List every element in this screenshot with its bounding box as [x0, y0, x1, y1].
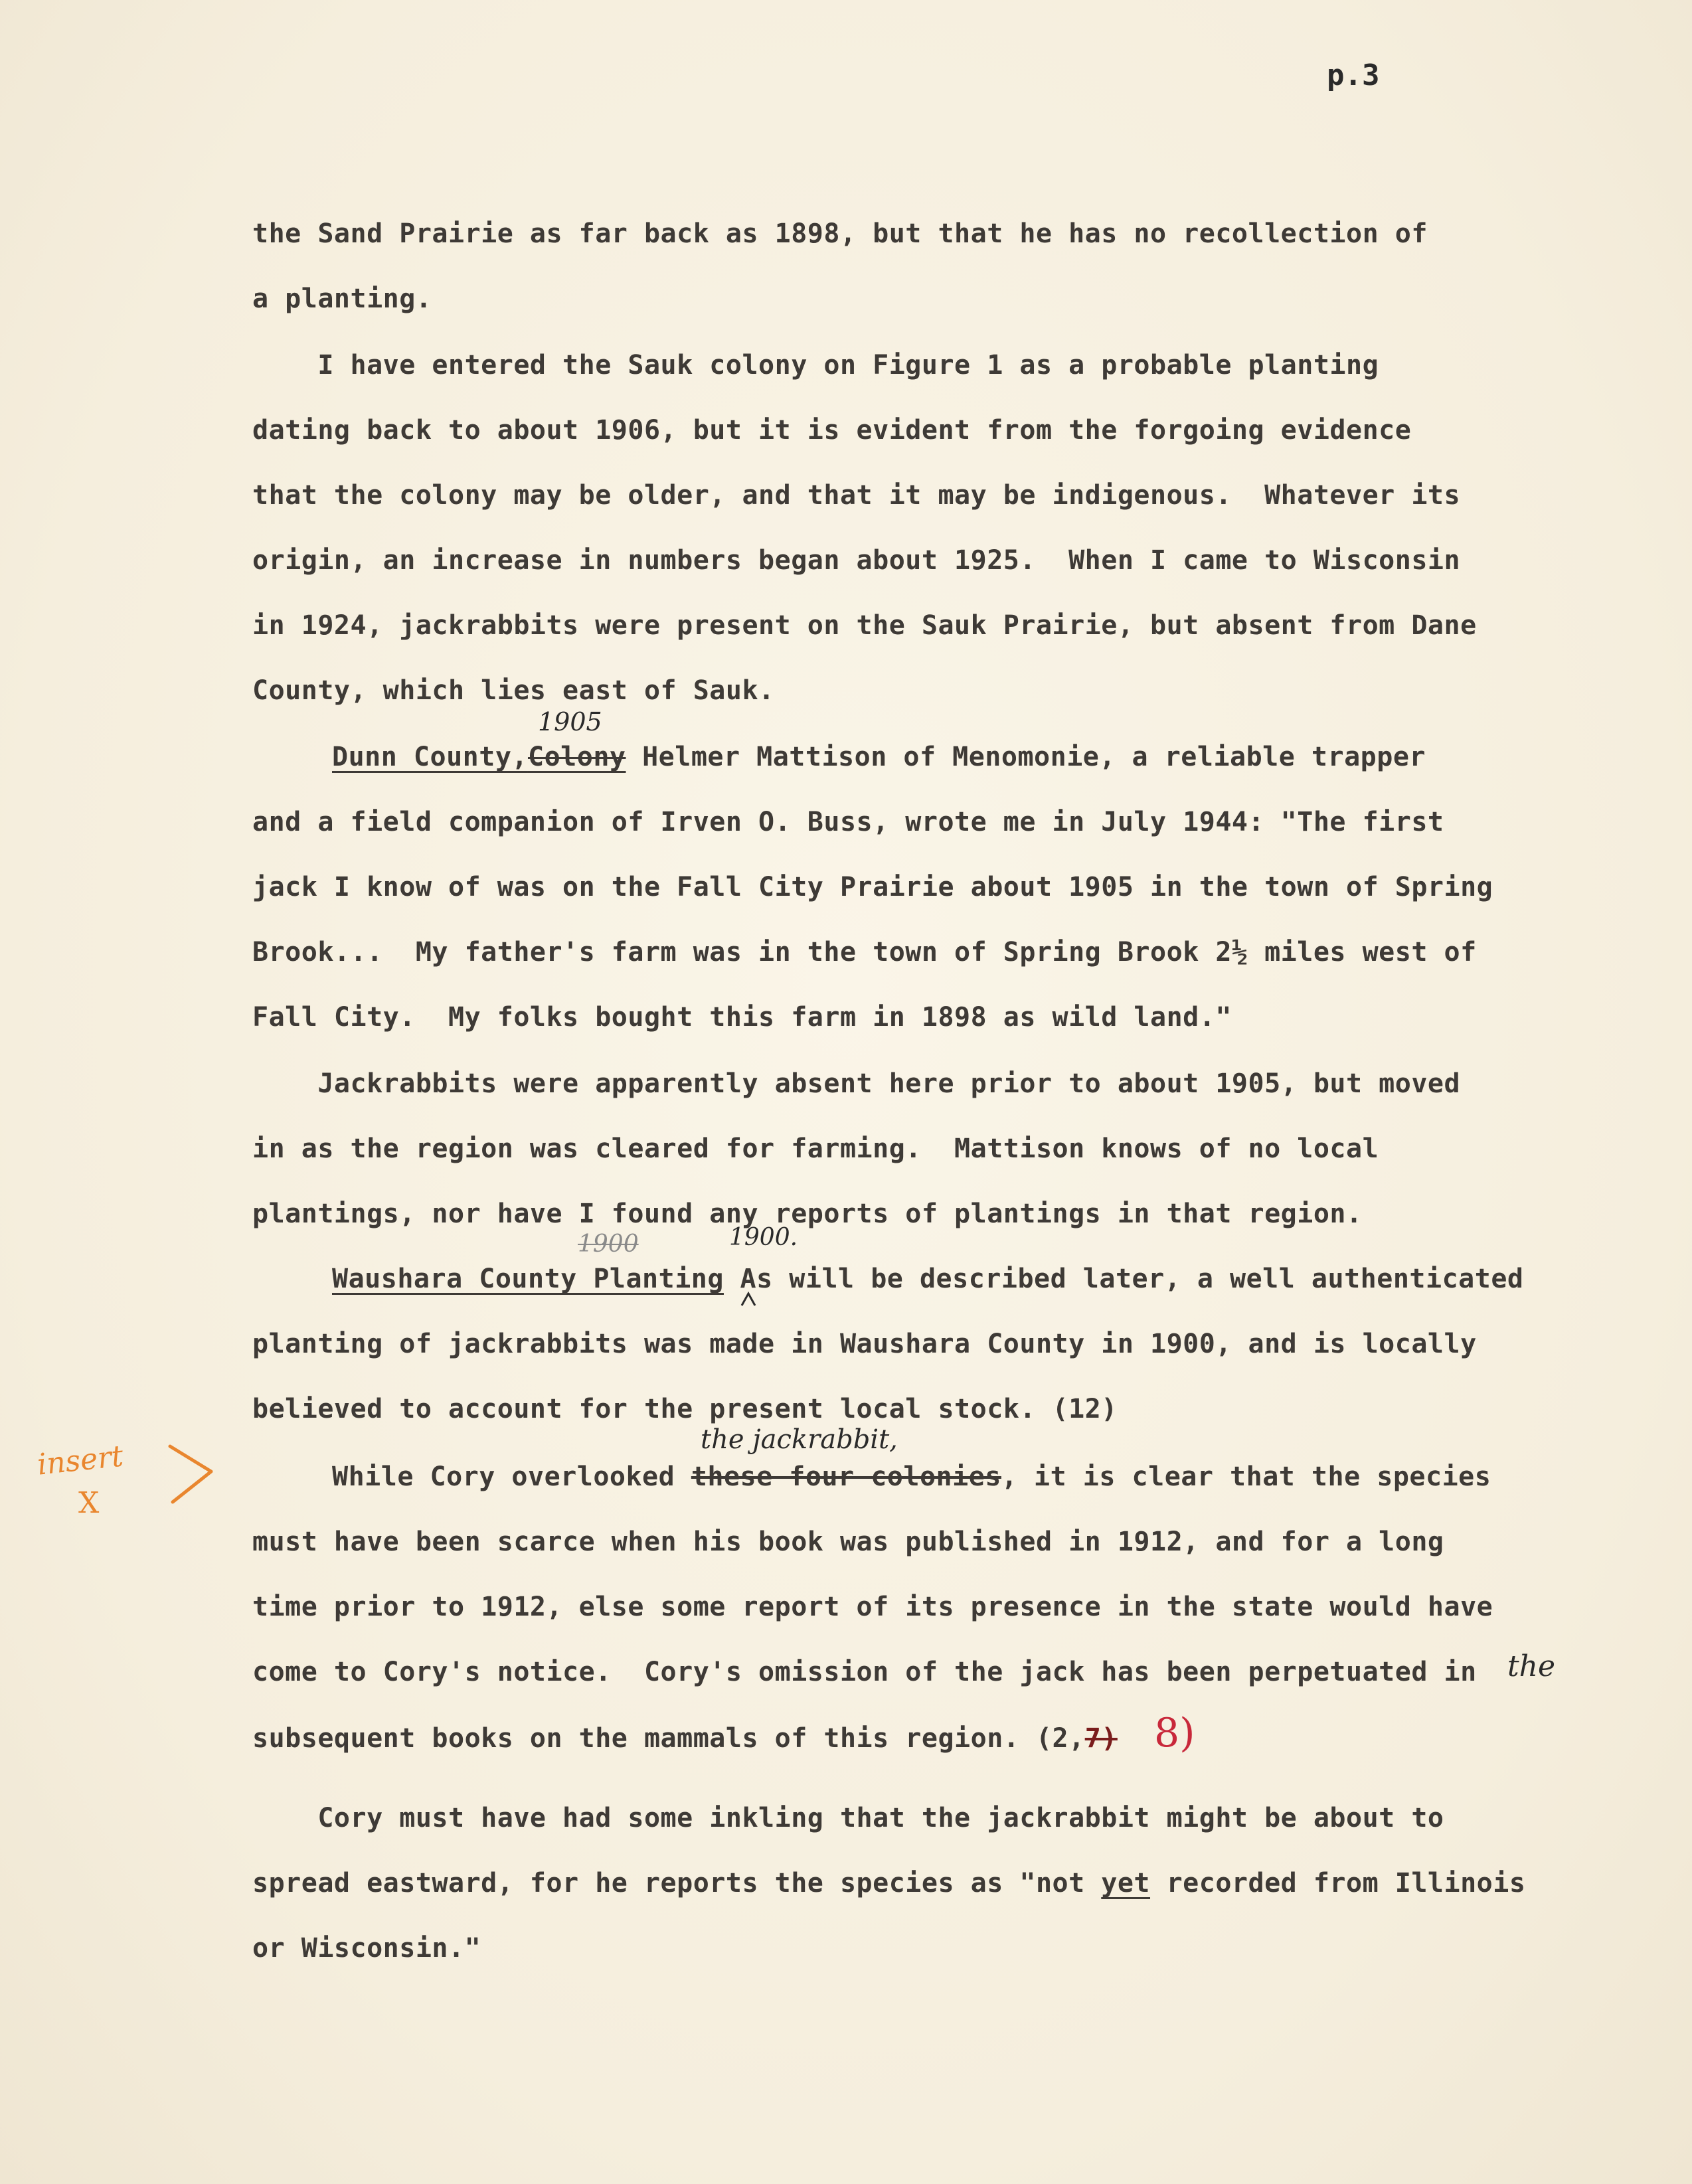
insert-the-jackrabbit: the jackrabbit,: [701, 1424, 898, 1455]
cory-rest: , it is clear that the species: [1001, 1462, 1491, 1492]
dunn-county-rest: Helmer Mattison of Menomonie, a reliable trapper: [626, 742, 1426, 772]
struck-ref-7: 7): [1084, 1723, 1118, 1754]
waushara-rest: As will be described later, a well authenticated: [723, 1264, 1524, 1294]
insert-1905: 1905: [538, 707, 602, 736]
illinois-rest: recorded from Illinois: [1150, 1868, 1526, 1898]
insert-1900: 1900.: [729, 1224, 798, 1251]
orange-x-mark: X: [78, 1486, 100, 1520]
text-line-23: come to Cory's notice. Cory's omission of the jack has been perpetuated in: [252, 1657, 1477, 1687]
text-line-21: must have been scarce when his book was published in 1912, and for a long: [252, 1527, 1444, 1557]
text-line-1: the Sand Prairie as far back as 1898, but that he has no recollection of: [252, 218, 1428, 249]
text-line-7: in 1924, jackrabbits were present on the Sauk Prairie, but absent from Dane: [252, 610, 1477, 641]
text-line-19: believed to account for the present local stock. (12): [252, 1394, 1118, 1424]
waushara-county-heading: Waushara County Planting: [332, 1264, 724, 1294]
underlined-yet: yet: [1101, 1868, 1151, 1898]
text-line-6: origin, an increase in numbers began about 1925. When I came to Wisconsin: [252, 545, 1461, 576]
struck-colony: Colony: [527, 742, 626, 772]
insert-1900-struck: 1900: [578, 1230, 639, 1258]
cory-overlooked-line: [332, 1464, 1491, 1490]
text-line-14: Jackrabbits were apparently absent here prior to about 1905, but moved: [252, 1068, 1461, 1099]
orange-margin-note: insert: [35, 1439, 126, 1482]
not-yet-lead: spread eastward, for he reports the species as "not: [252, 1868, 1102, 1898]
text-line-2: a planting.: [252, 284, 432, 314]
text-line-10: and a field companion of Irven O. Buss, wrote me in July 1944: "The first: [252, 807, 1444, 837]
text-line-13: Fall City. My folks bought this farm in 1898 as wild land.": [252, 1002, 1232, 1033]
text-line-11: jack I know of was on the Fall City Prairie about 1905 in the town of Spring: [252, 872, 1493, 902]
text-line-3: I have entered the Sauk colony on Figure 1 as a probable planting: [252, 350, 1379, 380]
subsequent-line: [252, 1725, 1118, 1752]
red-insert-8: 8): [1154, 1710, 1195, 1756]
orange-arrow-mark: [165, 1441, 218, 1507]
text-line-27: or Wisconsin.": [252, 1933, 481, 1964]
struck-these-four-colonies: these four colonies: [691, 1462, 1001, 1492]
text-line-12: Brook... My father's farm was in the town of Spring Brook 2½ miles west of: [252, 937, 1477, 967]
text-line-15: in as the region was cleared for farming. Mattison knows of no local: [252, 1134, 1379, 1164]
text-line-25: Cory must have had some inkling that the jackrabbit might be about to: [252, 1803, 1444, 1833]
caret-mark: [740, 1291, 757, 1307]
waushara-county-line: [332, 1266, 1524, 1292]
insert-the: the: [1507, 1649, 1556, 1683]
text-line-16: plantings, nor have I found any reports of plantings in that region.: [252, 1199, 1363, 1229]
text-line-5: that the colony may be older, and that it may be indigenous. Whatever its: [252, 480, 1461, 511]
subsequent-text: subsequent books on the mammals of this region. (2,: [252, 1723, 1085, 1754]
text-line-18: planting of jackrabbits was made in Waushara County in 1900, and is locally: [252, 1329, 1477, 1359]
cory-start: While Cory overlooked: [332, 1462, 691, 1492]
dunn-county-line: [332, 744, 1426, 770]
page-number: p.3: [1327, 58, 1380, 92]
text-line-4: dating back to about 1906, but it is evident from the forgoing evidence: [252, 415, 1412, 446]
dunn-county-heading: Dunn County,: [332, 742, 528, 772]
text-line-22: time prior to 1912, else some report of its presence in the state would have: [252, 1592, 1493, 1622]
not-yet-line: [252, 1870, 1525, 1896]
text-line-8: County, which lies east of Sauk.: [252, 675, 775, 706]
